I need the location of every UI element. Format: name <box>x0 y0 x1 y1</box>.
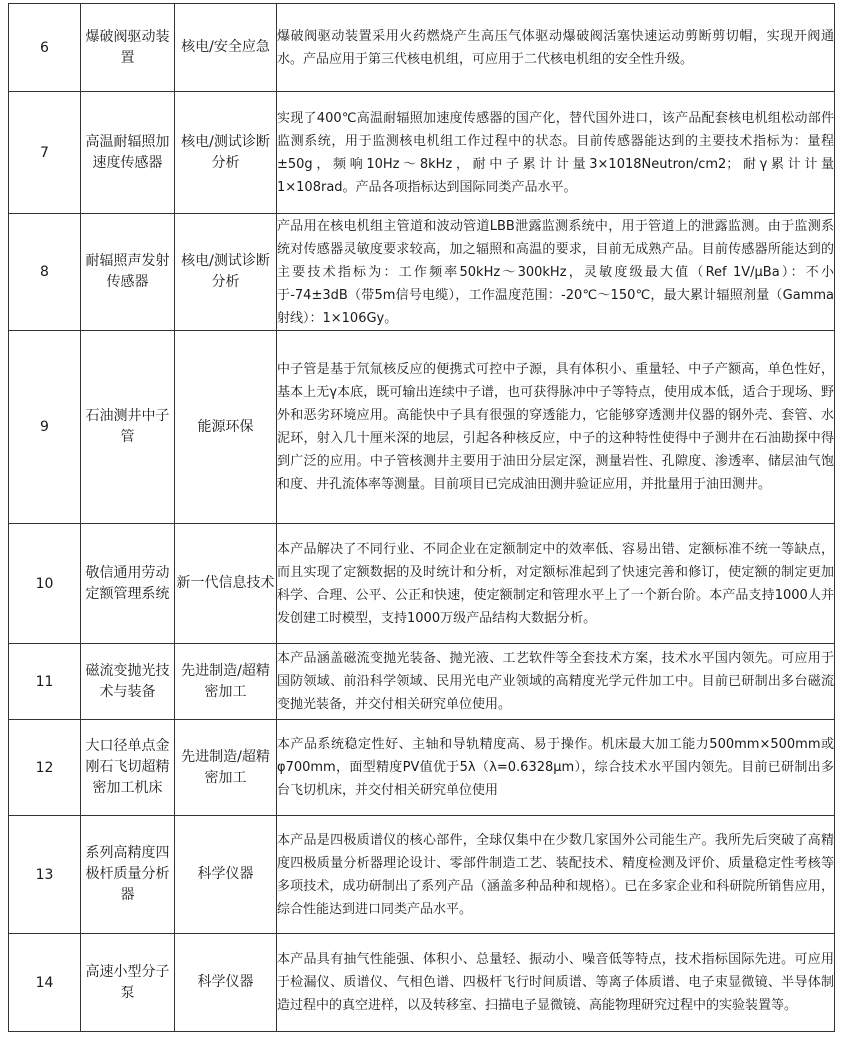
table-row <box>9 331 835 524</box>
product-field: 科学仪器 <box>175 816 277 934</box>
product-field: 核电/测试诊断分析 <box>175 214 277 331</box>
product-field: 核电/测试诊断分析 <box>175 92 277 214</box>
row-number: 11 <box>9 644 81 720</box>
table-row <box>9 934 835 1032</box>
product-field: 科学仪器 <box>175 934 277 1032</box>
row-number: 9 <box>9 331 81 524</box>
product-table <box>8 3 835 1032</box>
table-row <box>9 524 835 644</box>
row-number: 12 <box>9 720 81 816</box>
product-description: 中子管是基于氘氚核反应的便携式可控中子源，具有体积小、重量轻、中子产额高，单色性好，基本上无γ本底，既可输出连续中子谱，也可获得脉冲中子等特点，使用成本低，适合于现场、野外和恶劣环境应用。高能快中子具有很强的穿透能力，它能够穿透测井仪器的钢外壳、套管、水泥环，射入几十厘米深的地层，引起各种核反应，中子的这种特性使得中子测井在石油勘探中得到广泛的应用。中子管核测井主要用于油田分层定深，测量岩性、孔隙度、渗透率、储层油气饱和度、井孔流体率等测量。目前项目已完成油田测井验证应用，并批量用于油田测井。 <box>277 331 835 524</box>
product-description: 本产品系统稳定性好、主轴和导轨精度高、易于操作。机床最大加工能力500mm×500mm或φ700mm，面型精度PV值优于5λ（λ=0.6328μm），综合技术水平国内领先。目前已研制出多台飞切机床，并交付相关研究单位使用 <box>277 720 835 816</box>
product-field: 能源环保 <box>175 331 277 524</box>
row-number: 14 <box>9 934 81 1032</box>
product-description: 本产品解决了不同行业、不同企业在定额制定中的效率低、容易出错、定额标准不统一等缺点，而且实现了定额数据的及时统计和分析，对定额标准起到了快速完善和修订，使定额的制定更加科学、合理、公平、公正和快速，使定额制定和管理水平上了一个新台阶。本产品支持1000人并发创建工时模型，支持1000万级产品结构大数据分析。 <box>277 524 835 644</box>
product-description: 本产品具有抽气性能强、体积小、总量轻、振动小、噪音低等特点，技术指标国际先进。可应用于检漏仪、质谱仪、气相色谱、四极杆飞行时间质谱、等离子体质谱、电子束显微镜、半导体制造过程中的真空进样，以及转移室、扫描电子显微镜、高能物理研究过程中的实验装置等。 <box>277 934 835 1032</box>
row-number: 13 <box>9 816 81 934</box>
product-name: 敬信通用劳动定额管理系统 <box>81 524 175 644</box>
product-name: 系列高精度四极杆质量分析器 <box>81 816 175 934</box>
product-name: 高速小型分子泵 <box>81 934 175 1032</box>
product-name: 石油测井中子管 <box>81 331 175 524</box>
product-description: 产品用在核电机组主管道和波动管道LBB泄露监测系统中，用于管道上的泄露监测。由于监测系统对传感器灵敏度要求较高，加之辐照和高温的要求，目前无成熟产品。目前传感器所能达到的主要技术指标为：工作频率50kHz～300kHz，灵敏度级最大值（Ref 1V/μBa）：不小于-74±3dB（带5m信号电缆），工作温度范围：-20℃～150℃，最大累计辐照剂量（Gamma射线）：1×106Gy。 <box>277 214 835 331</box>
row-number: 7 <box>9 92 81 214</box>
product-description: 爆破阀驱动装置采用火药燃烧产生高压气体驱动爆破阀活塞快速运动剪断剪切帽，实现开阀通水。产品应用于第三代核电机组，可应用于二代核电机组的安全性升级。 <box>277 4 835 92</box>
product-field: 先进制造/超精密加工 <box>175 720 277 816</box>
product-name: 磁流变抛光技术与装备 <box>81 644 175 720</box>
row-number: 10 <box>9 524 81 644</box>
product-field: 新一代信息技术 <box>175 524 277 644</box>
product-name: 耐辐照声发射传感器 <box>81 214 175 331</box>
table-row <box>9 720 835 816</box>
table-row <box>9 214 835 331</box>
product-description: 实现了400℃高温耐辐照加速度传感器的国产化，替代国外进口，该产品配套核电机组松动部件监测系统，用于监测核电机组工作过程中的状态。目前传感器能达到的主要技术指标为：量程±50g，频响10Hz～8kHz，耐中子累计计量3×1018Neutron/cm2；耐γ累计计量 1×108rad。产品各项指标达到国际同类产品水平。 <box>277 92 835 214</box>
table-row <box>9 816 835 934</box>
product-name: 大口径单点金刚石飞切超精密加工机床 <box>81 720 175 816</box>
table-row <box>9 644 835 720</box>
product-name: 爆破阀驱动装置 <box>81 4 175 92</box>
row-number: 8 <box>9 214 81 331</box>
product-field: 核电/安全应急 <box>175 4 277 92</box>
product-field: 先进制造/超精密加工 <box>175 644 277 720</box>
product-description: 本产品是四极质谱仪的核心部件，全球仅集中在少数几家国外公司能生产。我所先后突破了高精度四极质量分析器理论设计、零部件制造工艺、装配技术、精度检测及评价、质量稳定性考核等多项技术，成功研制出了系列产品（涵盖多种品种和规格）。已在多家企业和科研院所销售应用，综合性能达到进口同类产品水平。 <box>277 816 835 934</box>
row-number: 6 <box>9 4 81 92</box>
table-row <box>9 92 835 214</box>
table-row <box>9 4 835 92</box>
product-name: 高温耐辐照加速度传感器 <box>81 92 175 214</box>
product-description: 本产品涵盖磁流变抛光装备、抛光液、工艺软件等全套技术方案，技术水平国内领先。可应用于国防领域、前沿科学领域、民用光电产业领域的高精度光学元件加工中。目前已研制出多台磁流变抛光装备，并交付相关研究单位使用。 <box>277 644 835 720</box>
